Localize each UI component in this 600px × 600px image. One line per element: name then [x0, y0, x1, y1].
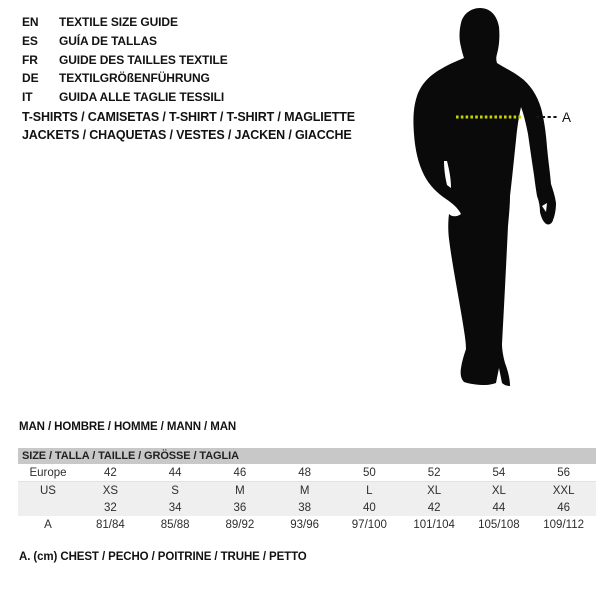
language-label: GUIDE DES TAILLES TEXTILE — [59, 52, 228, 67]
table-cell: 40 — [362, 501, 376, 514]
table-cell: XXL — [552, 484, 575, 497]
table-cell: 50 — [337, 464, 402, 482]
table-cell: S — [171, 484, 179, 497]
category-tshirts: T-SHIRTS / CAMISETAS / T-SHIRT / T-SHIRT / MAGLIETTE — [22, 110, 355, 124]
table-cell: 46 — [557, 501, 571, 514]
man-silhouette — [413, 8, 556, 386]
table-cell: 32 — [103, 501, 117, 514]
table-cell: 105/108 — [478, 518, 520, 531]
measure-label-a: A — [562, 110, 572, 125]
table-cell: 48 — [272, 464, 337, 482]
table-cell: 42 — [78, 464, 143, 482]
language-code: IT — [22, 90, 33, 105]
table-cell: XL — [427, 484, 442, 497]
table-cell: 54 — [467, 464, 532, 482]
table-cell: 42 — [427, 501, 441, 514]
table-row-europe — [18, 464, 596, 482]
size-table — [18, 448, 596, 533]
language-code: ES — [22, 33, 38, 48]
table-row-chest-a — [18, 516, 596, 533]
language-code: DE — [22, 71, 39, 86]
row-label: A — [44, 518, 52, 531]
table-cell: L — [366, 484, 373, 497]
row-label: US — [40, 484, 56, 497]
table-cell: 38 — [298, 501, 312, 514]
table-cell: 52 — [402, 464, 467, 482]
table-cell: 101/104 — [413, 518, 455, 531]
table-cell: 109/112 — [543, 518, 584, 531]
table-cell: XL — [491, 484, 506, 497]
row-label: Europe — [18, 464, 78, 482]
row-label — [18, 499, 78, 516]
table-cell: M — [299, 484, 310, 497]
language-label: GUIDA ALLE TAGLIE TESSILI — [59, 90, 225, 105]
language-label: GUÍA DE TALLAS — [59, 33, 157, 48]
table-cell: M — [235, 484, 245, 497]
language-label: TEXTILE SIZE GUIDE — [59, 15, 178, 29]
table-cell: 93/96 — [290, 518, 320, 531]
table-cell: 44 — [143, 464, 208, 482]
table-row-us-numeric — [18, 499, 596, 516]
table-cell: 85/88 — [160, 518, 190, 531]
table-cell: 97/100 — [351, 518, 387, 531]
table-cell: 44 — [492, 501, 506, 514]
table-cell: 34 — [168, 501, 182, 514]
table-row-us — [18, 482, 596, 500]
table-cell: 46 — [208, 464, 273, 482]
measurement-footnote: A. (cm) CHEST / PECHO / POITRINE / TRUHE / PETTO — [19, 551, 307, 563]
table-cell: 89/92 — [225, 518, 255, 531]
language-label: TEXTILGRÖßENFÜHRUNG — [59, 71, 210, 86]
size-table-header: SIZE / TALLA / TAILLE / GRÖSSE / TAGLIA — [18, 448, 596, 464]
table-cell: 36 — [233, 501, 247, 514]
category-jackets: JACKETS / CHAQUETAS / VESTES / JACKEN / GIACCHE — [22, 127, 352, 142]
table-cell: 56 — [531, 464, 596, 482]
table-cell: XS — [102, 484, 119, 497]
table-cell: 81/84 — [95, 518, 125, 531]
language-code: FR — [22, 52, 38, 67]
language-code: EN — [22, 15, 39, 29]
section-title-man: MAN / HOMBRE / HOMME / MANN / MAN — [19, 421, 237, 433]
